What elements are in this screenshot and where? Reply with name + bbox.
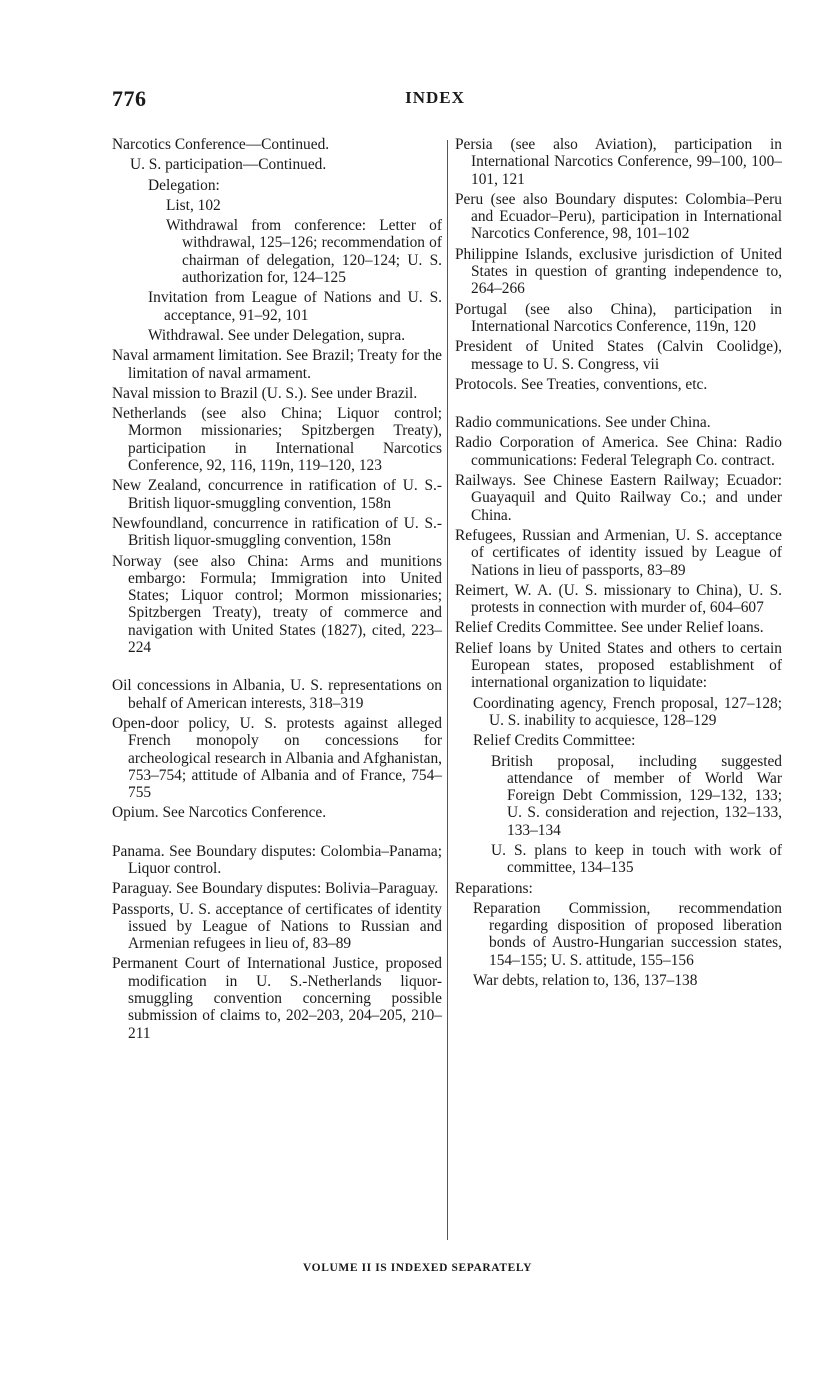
index-entry: Protocols. See Treaties, conventions, etc. [455, 375, 708, 393]
index-entry: Radio Corporation of America. See China: Radio communications: Federal Telegraph Co. contract. [455, 434, 782, 469]
index-entry: Invitation from League of Nations and U. S. acceptance, 91–92, 101 [148, 289, 442, 324]
index-entry: Passports, U. S. acceptance of certificates of identity issued by League of Nations to Russian and Armenian refugees in lieu of, 83–89 [112, 900, 442, 953]
letter-gap [112, 659, 442, 677]
index-entry: Reparations: [455, 879, 533, 897]
index-entry: Reimert, W. A. (U. S. missionary to China), U. S. protests in connection with murder of, 604–607 [455, 581, 782, 617]
index-entry: Naval mission to Brazil (U. S.). See under Brazil. [112, 384, 418, 402]
index-entry: Peru (see also Boundary disputes: Colombia–Peru and Ecuador–Peru), participation in International Narcotics Conference, 98, 101–102 [455, 190, 782, 243]
footer-note: VOLUME II IS INDEXED SEPARATELY [302, 1262, 533, 1274]
index-entry: Relief Credits Committee. See under Relief loans. [455, 619, 764, 637]
index-entry: Narcotics Conference—Continued. [112, 136, 330, 153]
index-entry: Withdrawal. See under Delegation, supra. [148, 326, 406, 344]
index-entry: Naval armament limitation. See Brazil; Treaty for the limitation of naval armament. [112, 347, 442, 382]
index-entry: Netherlands (see also China; Liquor control; Mormon missionaries; Spitzbergen Treaty), participation in International Narcotics Conference, 92, 116, 119n, 119–120, 123 [112, 405, 442, 475]
column-divider [447, 140, 448, 1240]
index-entry: War debts, relation to, 136, 137–138 [473, 972, 698, 990]
index-entry: Reparation Commission, recommendation regarding disposition of proposed liberation bonds of Austro-Hungarian succession states, 154–155; U. S. attitude, 155–156 [473, 899, 782, 969]
index-entry: Norway (see also China: Arms and munitions embargo: Formula; Immigration into United States; Liquor control; Mormon missionaries; Spitzbergen Treaty), treaty of commerce and navigation with United States (1827), cited, 223–224 [112, 552, 442, 657]
index-entry: Delegation: [148, 176, 220, 194]
page-number: 776 [112, 86, 147, 111]
index-entry: British proposal, including suggested attendance of member of World War Foreign Debt Commission, 129–132, 133; U. S. consideration and rejection, 132–133, 133–134 [491, 752, 782, 839]
index-entry: Opium. See Narcotics Conference. [112, 804, 327, 822]
index-entry: Railways. See Chinese Eastern Railway; Ecuador: Guayaquil and Quito Railway Co.; and under China. [455, 472, 782, 524]
index-entry: Refugees, Russian and Armenian, U. S. acceptance of certificates of identity issued by League of Nations in lieu of passports, 83–89 [455, 526, 782, 579]
running-head: INDEX [405, 88, 465, 107]
index-column-right [455, 136, 782, 992]
letter-gap [455, 396, 782, 414]
index-entry: Paraguay. See Boundary disputes: Bolivia–Paraguay. [112, 880, 439, 898]
index-entry: List, 102 [166, 196, 221, 214]
index-entry: Portugal (see also China), participation in International Narcotics Conference, 119n, 120 [455, 300, 782, 335]
index-entry: Withdrawal from conference: Letter of withdrawal, 125–126; recommendation of chairman of delegation, 120–124; U. S. authorization for, 124–125 [166, 217, 442, 287]
index-entry: President of United States (Calvin Coolidge), message to U. S. Congress, vii [455, 338, 782, 373]
index-entry: U. S. plans to keep in touch with work of committee, 134–135 [491, 841, 782, 877]
index-entry: Relief loans by United States and others to certain European states, proposed establishment of international organization to liquidate: [455, 639, 782, 692]
index-entry: Oil concessions in Albania, U. S. representations on behalf of American interests, 318–319 [112, 677, 442, 712]
letter-gap [112, 825, 442, 843]
index-entry: Open-door policy, U. S. protests against alleged French monopoly on concessions for archeological research in Albania and Afghanistan, 753–754; attitude of Albania and of France, 754–755 [112, 714, 442, 802]
index-column-left [112, 136, 442, 1045]
index-entry: New Zealand, concurrence in ratification of U. S.-British liquor-smuggling convention, 158n [112, 477, 442, 512]
index-entry: Coordinating agency, French proposal, 127–128; U. S. inability to acquiesce, 128–129 [473, 694, 782, 729]
index-entry: Permanent Court of International Justice, proposed modification in U. S.-Netherlands liquor-smuggling convention concerning possible submission of claims to, 202–203, 204–205, 210–211 [112, 955, 442, 1042]
index-entry: U. S. participation—Continued. [130, 156, 327, 174]
index-entry: Radio communications. See under China. [455, 414, 711, 432]
index-entry: Newfoundland, concurrence in ratification of U. S.-British liquor-smuggling convention, 158n [112, 514, 442, 550]
index-entry: Relief Credits Committee: [473, 732, 636, 750]
index-entry: Panama. See Boundary disputes: Colombia–Panama; Liquor control. [112, 842, 442, 877]
index-entry: Persia (see also Aviation), participation in International Narcotics Conference, 99–100, 100–101, 121 [455, 136, 782, 188]
index-entry: Philippine Islands, exclusive jurisdiction of United States in question of granting independence to, 264–266 [455, 245, 782, 298]
